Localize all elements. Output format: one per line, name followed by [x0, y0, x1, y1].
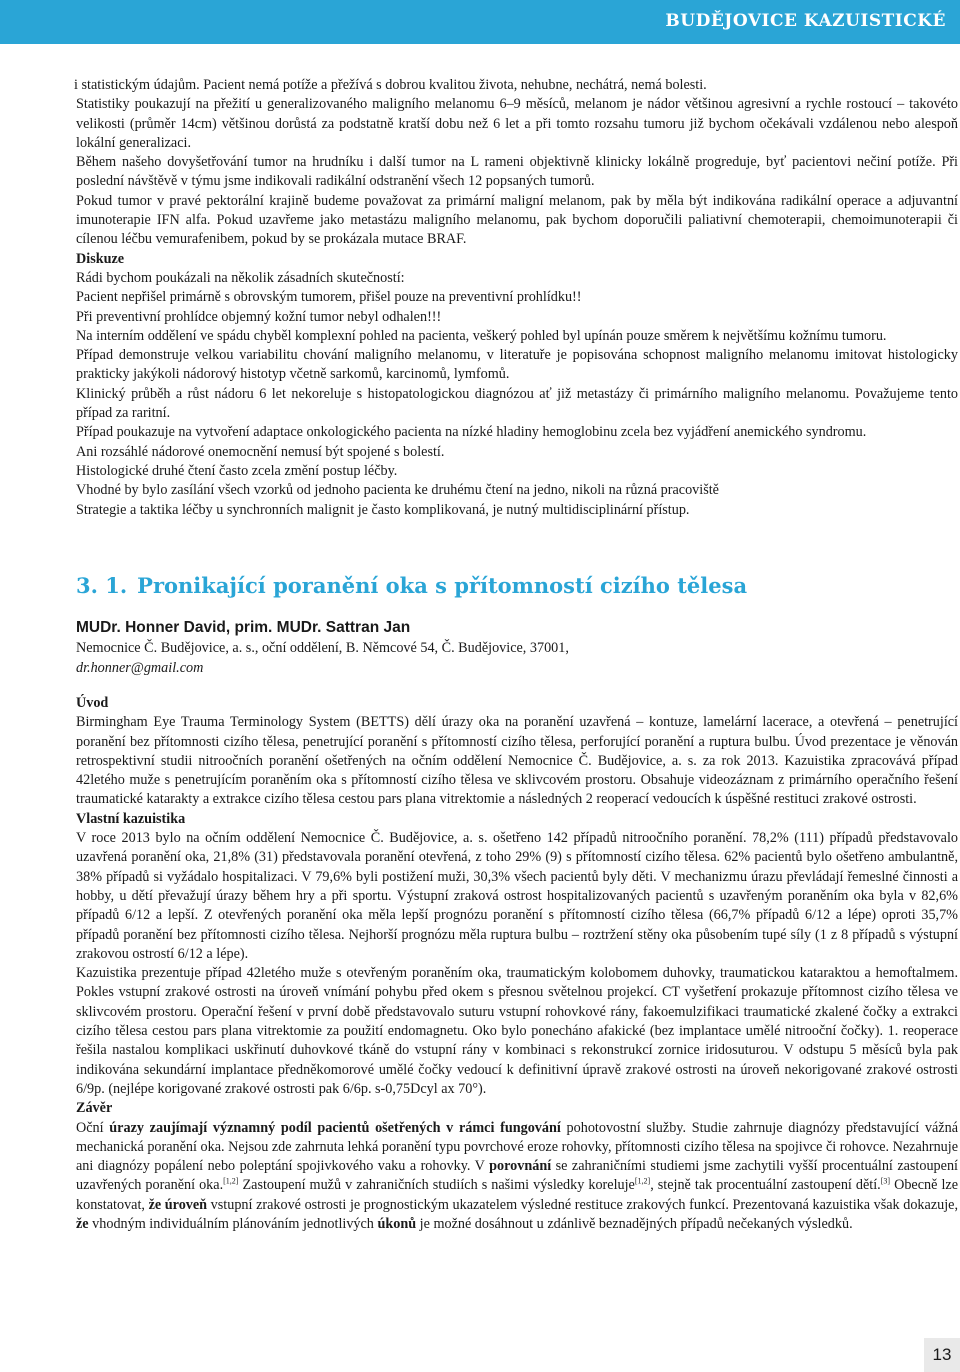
- citation-ref: [3]: [880, 1176, 891, 1186]
- text-span: je možné dosáhnout u zdánlivě beznadějných případů nečekaných výsledků.: [416, 1216, 853, 1233]
- paragraph: i statistickým údajům. Pacient nemá potíže a přežívá s dobrou kvalitou života, nehubne, nechátrá, nemá bolesti.: [74, 77, 707, 93]
- continuation-text: [76, 76, 958, 520]
- citation-ref: [1,2]: [223, 1176, 239, 1186]
- intro-paragraph: Birmingham Eye Trauma Terminology System (BETTS) dělí úrazy oka na poranění uzavřená – kontuze, lamelární lacerace, a otevřená – penetrující poranění bez přítomnosti cizího tělesa, penetrující poranění s přítomností cizího tělesa, perforující poranění a ruptura bulbu. Úvod prezentace je věnován retrospektivní studii nitroočních poranění ošetřených na očním oddělení Nemocnice Č. Budějovice, a. s. za rok 2013. Kazuistika zpracovává případ 42letého muže s penetrujícím poraněním oka s přítomností cizího tělesa ve sklivcovém prostoru. Obsahuje videozáznam z primárního operačního řešení traumatické katarakty a extrakce cizího tělesa cestou pars plana vitrektomie a následných 2 reoperací vedoucích k úspěšné restituci zrakové ostrosti.: [76, 714, 958, 808]
- conclusion-paragraph: [76, 1119, 958, 1235]
- text-span: , stejně tak procentuální zastoupení dětí.: [650, 1177, 881, 1194]
- discussion-line: Vhodné by bylo zasílání všech vzorků od jednoho pacienta ke druhému čtení na jedno, nikoli na různá pracoviště: [76, 482, 719, 499]
- text-span: Oční: [76, 1119, 110, 1136]
- discussion-line: Rádi bychom poukázali na několik zásadních skutečností:: [76, 269, 405, 286]
- text-span: vhodným individuálním plánováním jednotlivých: [88, 1216, 378, 1233]
- conclusion-heading: Závěr: [76, 1100, 113, 1117]
- section-title: [76, 573, 747, 598]
- text-span: Obecně lze konstatovat,: [76, 1177, 958, 1213]
- text-span-bold: že úroveň: [148, 1196, 208, 1213]
- author-affiliation: Nemocnice Č. Budějovice, a. s., oční oddělení, B. Němcové 54, Č. Budějovice, 37001,: [76, 640, 569, 656]
- text-span: se zahraničními studiemi jsme zachytili vyšší procentuální zastoupení uzavřených poranění oka.: [76, 1158, 958, 1194]
- article-body: [76, 694, 958, 1234]
- paragraph: Během našeho dovyšetřování tumor na hrudníku i další tumor na L rameni objektivně klinicky lokálně progreduje, byť pacientovi nečiní potíže. Při poslední návštěvě v týmu jsme indikovali radikální odstranění všech 12 popsaných tumorů.: [76, 154, 958, 190]
- header-title: BUDĚJOVICE KAZUISTICKÉ: [665, 11, 946, 31]
- text-span-bold: porovnání: [489, 1158, 552, 1175]
- text-span: Zastoupení mužů v zahraničních studiích s našimi výsledky koreluje: [238, 1177, 635, 1194]
- author-email[interactable]: dr.honner@gmail.com: [76, 659, 204, 676]
- intro-heading: Úvod: [76, 695, 109, 711]
- text-span: vstupní zrakové ostrosti je prognostickým ukazatelem výsledné restituce zrakových funkcí. Prezentovaná kazuistika však dokazuje,: [207, 1196, 958, 1213]
- text-span: pohotovostní služby. Studie zahrnuje diagnózy představující vážná mechanická poranění oka. Nejsou zde zahrnuta lehká poranění typu povrchové eroze rohovky, přítomnosti cizího tělesa na spojivce či rohovce. Nezahrnuje ani diagnózy popálení nebo poleptání spojivkového vaku a rohovky. V: [76, 1119, 958, 1175]
- discussion-heading: Diskuze: [76, 250, 125, 267]
- case-heading: Vlastní kazuistika: [76, 810, 186, 827]
- author-block: [76, 617, 958, 678]
- page-number: 13: [924, 1338, 960, 1372]
- paragraph: Pokud tumor v pravé pektorální krajině budeme považovat za primární maligní melanom, pak by měla být indikována radikální operace a adjuvantní imunoterapie IFN alfa. Pokud uzavřeme jako metastázu maligního melanomu, pak bychom doporučili paliativní chemoterapii, chemoimunoterapii či cílenou léčbu vemurafenibem, pokud by se prokázala mutace BRAF.: [76, 192, 958, 248]
- section-number: 3. 1.: [76, 573, 128, 598]
- text-span-bold: úrazy zaujímají významný podíl pacientů ošetřených v rámci fungování: [109, 1119, 561, 1136]
- discussion-line: Ani rozsáhlé nádorové onemocnění nemusí být spojené s bolestí.: [76, 443, 445, 460]
- author-names: MUDr. Honner David, prim. MUDr. Sattran Jan: [76, 619, 411, 636]
- section-title-text: Pronikající poranění oka s přítomností cizího tělesa: [137, 573, 748, 598]
- discussion-line: Případ demonstruje velkou variabilitu chování maligního melanomu, v literatuře je popisována schopnost maligního melanomu imitovat histologicky prakticky jakýkoli nádorový histotyp včetně sarkomů, karcinomů, lymfomů.: [76, 347, 958, 383]
- paragraph: Statistiky poukazují na přežití u generalizovaného maligního melanomu 6–9 měsíců, melanom je nádor většinou agresivní a rychle rostoucí – takovéto velikosti (průměr 14cm) většinou dorůstá za podstatně kratší dobu než 6 let a při tomto rozsahu tumoru již bychom očekávali vzdálenou nebo alespoň lokální generalizaci.: [76, 96, 958, 151]
- case-paragraph: Kazuistika prezentuje případ 42letého muže s otevřeným poraněním oka, traumatickým kolobomem duhovky, traumatickou kataraktou a hemoftalmem. Pokles vstupní zrakové ostrosti na úroveň vnímání pohybu před okem s přesnou světelnou projekcí. CT vyšetření prokazuje přítomnost cizího tělesa ve sklivcovém prostoru. Operační řešení v první době představovalo suturu vstupní rohovkové rány, fakoemulzifikaci traumatické zkalené čočky a extrakci cizího tělesa cestou pars plana vitrektomie za použití endomagnetu. Oko bylo ponecháno afakické (bez implantace umělé nitrooční čočky). 1. reoperace řešila nastalou komplikaci uskřinutí duhovkové tkáně do vstupní rány v kombinaci s rekonstrukcí zornice iridosuturou. V odstupu 5 měsíců byla pak indikována sekundární implantace předněkomorové umělé čočky vedoucí k definitivní úpravě zrakové ostrosti na úroveň nekorigované zrakové ostrosti 6/9p. (nejlépe korigované zrakové ostrosti pak 6/6p. s-0,75Dcyl ax 70°).: [76, 965, 958, 1097]
- discussion-line: Strategie a taktika léčby u synchronních malignit je často komplikovaná, je nutný multidisciplinární přístup.: [76, 501, 690, 518]
- discussion-line: Na interním oddělení ve spádu chyběl komplexní pohled na pacienta, veškerý pohled byl upínán pouze směrem k největšímu kožnímu tumoru.: [76, 327, 887, 344]
- text-span-bold: že: [76, 1216, 89, 1233]
- case-paragraph: V roce 2013 bylo na očním oddělení Nemocnice Č. Budějovice, a. s. ošetřeno 142 případů nitroočního poranění. 78,2% (111) případů představovalo uzavřená poranění oka, 21,8% (31) představovala poranění otevřená, z toho 29% (9) s přítomností cizího tělesa. 62% pacientů bylo ošetřeno ambulantně, 38% případů si vyžádalo hospitalizaci. V 79,6% byli postižení muži, 30,3% všech pacientů byly děti. V mechanizmu úrazu převládají řemeslné činnosti a hobby, u dětí převažují úrazy během hry a při sportu. Výstupní zraková ostrost hospitalizovaných pacientů s uzavřeným poraněním oka byla v 82,6% případů 6/12 a lepší. Z otevřených poranění oka měla lepší prognózu poranění s přítomností cizího tělesa (66,7% případů 6/12 a lépe) oproti 35,7% případů poranění bez přítomnosti cizího tělesa. Nejhorší prognózu měla ruptura bulbu – roztržení stěny oka působením tupé síly (1 z 8 případů s výstupní zrakovou ostrostí 6/12 a lépe).: [76, 830, 958, 962]
- discussion-line: Případ poukazuje na vytvoření adaptace onkologického pacienta na nízké hladiny hemoglobinu zcela bez vyjádření anemického syndromu.: [76, 424, 867, 441]
- discussion-line: Histologické druhé čtení často zcela změní postup léčby.: [76, 462, 398, 479]
- citation-ref: [1,2]: [634, 1176, 651, 1186]
- discussion-line: Klinický průběh a růst nádoru 6 let nekoreluje s histopatologickou diagnózou ať již metastázy či primárního maligního melanomu. Považujeme tento případ za raritní.: [76, 385, 958, 422]
- discussion-line: Při preventivní prohlídce objemný kožní tumor nebyl odhalen!!!: [76, 308, 442, 325]
- text-span-bold: úkonů: [377, 1216, 417, 1233]
- discussion-line: Pacient nepřišel primárně s obrovským tumorem, přišel pouze na preventivní prohlídku!!: [76, 289, 582, 306]
- header-bar: [0, 0, 960, 44]
